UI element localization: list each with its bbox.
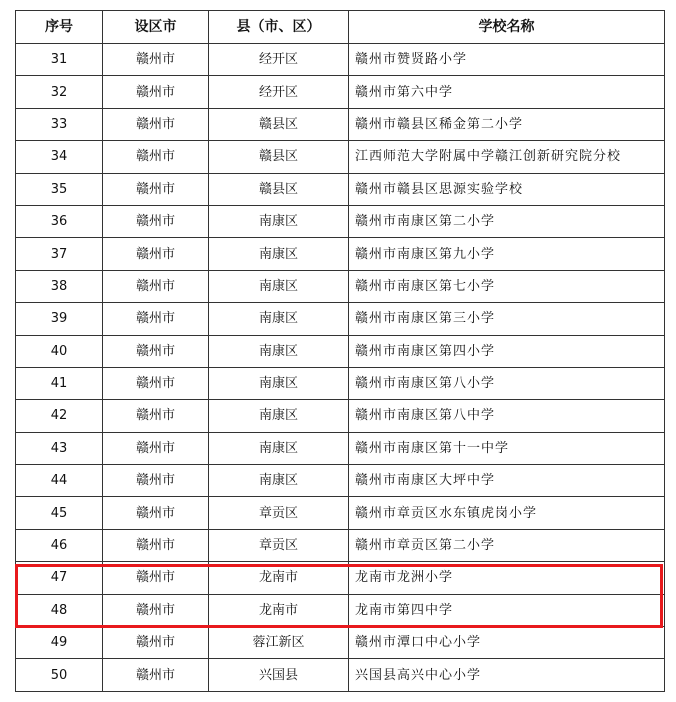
table-row [16,238,665,270]
row-school-name: 赣州市章贡区水东镇虎岗小学 [349,497,665,529]
row-index: 40 [16,335,103,367]
row-county: 赣县区 [209,173,349,205]
row-city: 赣州市 [103,44,209,76]
row-index: 37 [16,238,103,270]
row-index: 39 [16,303,103,335]
row-city: 赣州市 [103,627,209,659]
row-city: 赣州市 [103,659,209,691]
table-row [16,465,665,497]
table-row [16,335,665,367]
table-row [16,76,665,108]
row-school-name: 赣州市南康区第三小学 [349,303,665,335]
table-row [16,627,665,659]
table-row [16,108,665,140]
row-index: 47 [16,562,103,594]
row-city: 赣州市 [103,594,209,626]
row-county: 龙南市 [209,562,349,594]
row-county: 南康区 [209,270,349,302]
row-county: 龙南市 [209,594,349,626]
row-index: 42 [16,400,103,432]
header-city: 设区市 [103,11,209,44]
table-row [16,400,665,432]
row-city: 赣州市 [103,497,209,529]
row-school-name: 赣州市南康区第七小学 [349,270,665,302]
table-row [16,367,665,399]
row-school-name: 江西师范大学附属中学赣江创新研究院分校 [349,141,665,173]
row-county: 南康区 [209,238,349,270]
row-school-name: 赣州市章贡区第二小学 [349,529,665,561]
row-index: 41 [16,367,103,399]
row-county: 经开区 [209,76,349,108]
table-row [16,173,665,205]
row-index: 49 [16,627,103,659]
row-county: 南康区 [209,205,349,237]
row-school-name: 赣州市南康区第十一中学 [349,432,665,464]
row-school-name: 赣州市南康区第九小学 [349,238,665,270]
table-row [16,529,665,561]
row-index: 45 [16,497,103,529]
row-county: 南康区 [209,367,349,399]
table-body [16,44,665,692]
row-index: 36 [16,205,103,237]
row-city: 赣州市 [103,367,209,399]
row-county: 南康区 [209,400,349,432]
row-school-name: 龙南市第四中学 [349,594,665,626]
header-index: 序号 [16,11,103,44]
row-county: 赣县区 [209,141,349,173]
row-county: 章贡区 [209,529,349,561]
row-index: 32 [16,76,103,108]
row-city: 赣州市 [103,400,209,432]
table-row [16,303,665,335]
header-row [16,11,665,44]
row-city: 赣州市 [103,303,209,335]
row-city: 赣州市 [103,108,209,140]
row-city: 赣州市 [103,141,209,173]
row-index: 33 [16,108,103,140]
row-county: 章贡区 [209,497,349,529]
row-county: 南康区 [209,432,349,464]
row-city: 赣州市 [103,465,209,497]
header-county: 县（市、区） [209,11,349,44]
row-county: 南康区 [209,303,349,335]
row-index: 35 [16,173,103,205]
table-row [16,270,665,302]
row-index: 50 [16,659,103,691]
row-index: 31 [16,44,103,76]
table-row [16,497,665,529]
row-city: 赣州市 [103,205,209,237]
table-row [16,562,665,594]
table-header [16,11,665,44]
row-index: 48 [16,594,103,626]
row-city: 赣州市 [103,173,209,205]
table-row [16,432,665,464]
row-school-name: 兴国县高兴中心小学 [349,659,665,691]
row-county: 赣县区 [209,108,349,140]
row-city: 赣州市 [103,76,209,108]
row-school-name: 赣州市南康区第八小学 [349,367,665,399]
row-index: 44 [16,465,103,497]
row-county: 经开区 [209,44,349,76]
row-county: 南康区 [209,465,349,497]
row-city: 赣州市 [103,562,209,594]
row-index: 46 [16,529,103,561]
row-city: 赣州市 [103,238,209,270]
row-index: 34 [16,141,103,173]
row-index: 43 [16,432,103,464]
table-row [16,205,665,237]
table-row [16,594,665,626]
header-school: 学校名称 [349,11,665,44]
row-school-name: 赣州市赣县区稀金第二小学 [349,108,665,140]
school-list-table [15,10,665,692]
row-city: 赣州市 [103,335,209,367]
row-county: 蓉江新区 [209,627,349,659]
row-school-name: 赣州市第六中学 [349,76,665,108]
row-school-name: 龙南市龙洲小学 [349,562,665,594]
table-row [16,659,665,691]
row-city: 赣州市 [103,432,209,464]
row-school-name: 赣州市赞贤路小学 [349,44,665,76]
table-row [16,141,665,173]
row-school-name: 赣州市潭口中心小学 [349,627,665,659]
row-school-name: 赣州市南康区大坪中学 [349,465,665,497]
row-school-name: 赣州市南康区第二小学 [349,205,665,237]
row-county: 南康区 [209,335,349,367]
row-city: 赣州市 [103,529,209,561]
row-index: 38 [16,270,103,302]
row-city: 赣州市 [103,270,209,302]
row-county: 兴国县 [209,659,349,691]
row-school-name: 赣州市南康区第八中学 [349,400,665,432]
table-row [16,44,665,76]
row-school-name: 赣州市南康区第四小学 [349,335,665,367]
row-school-name: 赣州市赣县区思源实验学校 [349,173,665,205]
